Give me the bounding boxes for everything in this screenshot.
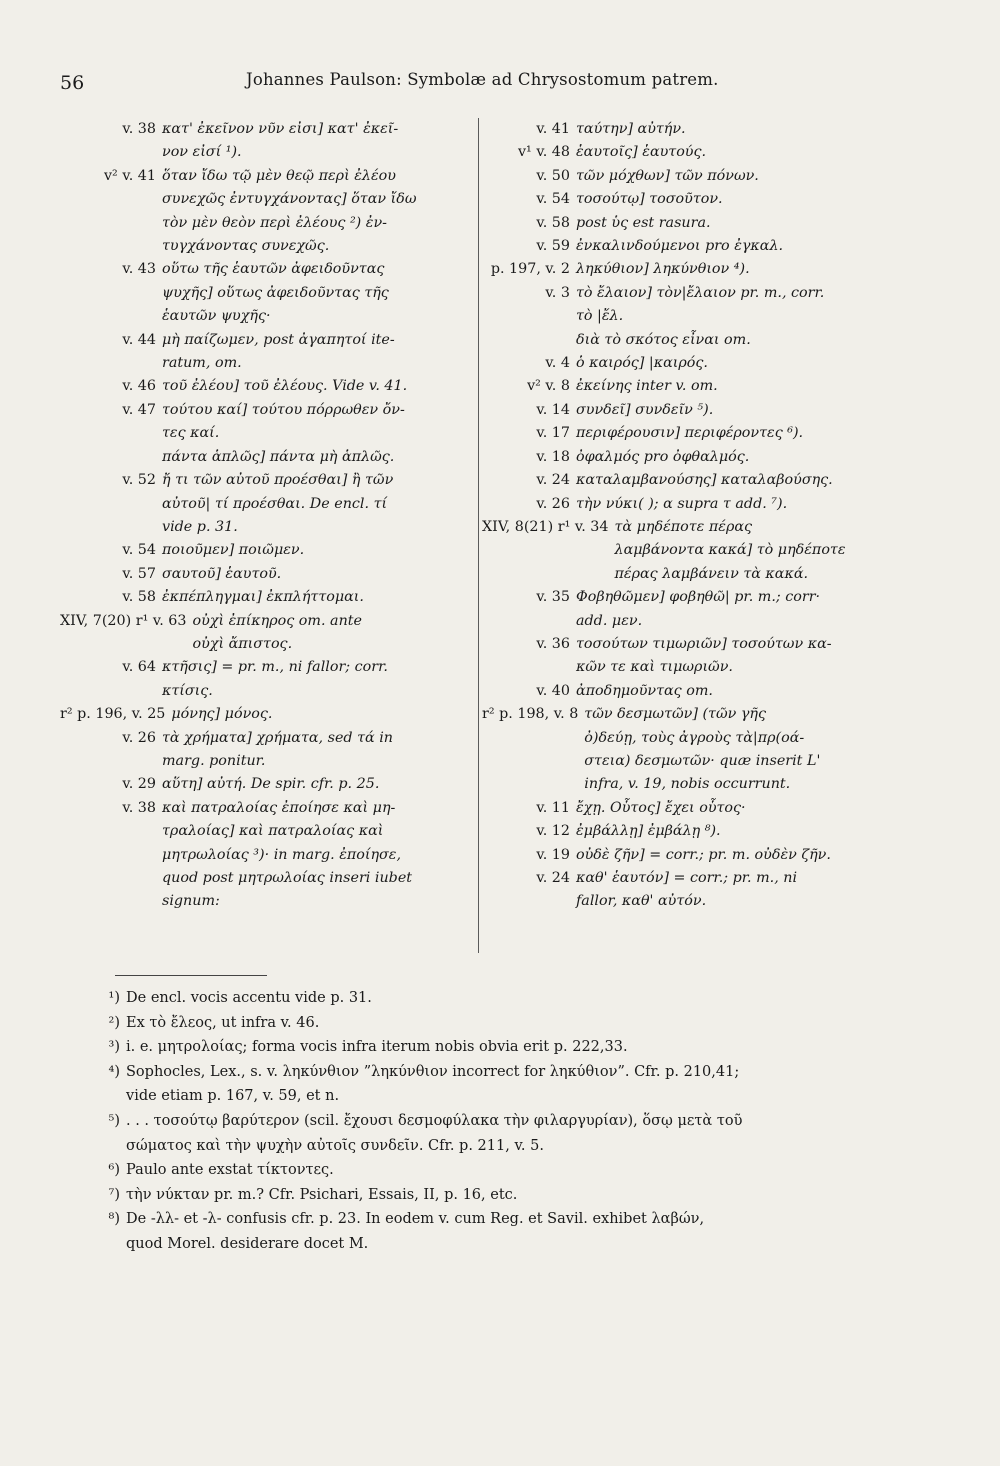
entry-text: post ὑς est rasura. xyxy=(576,214,711,231)
entry-text: ὁ καιρός] |καιρός. xyxy=(576,355,708,372)
apparatus-entry xyxy=(482,352,902,375)
footnote-text: τὴν νύκταν pr. m.? Cfr. Psichari, Essais, II, p. 16, etc. xyxy=(126,1186,518,1203)
footnote-text: Paulo ante exstat τίκτοντες. xyxy=(126,1162,334,1179)
entry-text: τοσούτῳ] τοσοῦτον. xyxy=(576,191,723,208)
footnote-text: Ex τὸ ἔλεος, ut infra v. 46. xyxy=(126,1014,320,1031)
footnotes xyxy=(60,986,940,1257)
entry-text: ἐκείνης inter v. om. xyxy=(576,378,718,395)
entry-ref: v. 43 xyxy=(122,261,156,278)
entry-ref: v. 57 xyxy=(122,565,156,582)
entry-text: ἤ τι τῶν αὐτοῦ προέσθαι] ἢ τῶν αὐτοῦ| τί προέσθαι. De encl. τί vide p. 31. xyxy=(162,472,394,535)
entry-text: τοῦ ἐλέου] τοῦ ἐλέους. Vide v. 41. xyxy=(162,378,408,395)
entry-ref: v. 54 xyxy=(122,542,156,559)
entry-text: ἔχῃ. Οὗτος] ἔχει οὗτος· xyxy=(576,799,746,816)
apparatus-entry xyxy=(482,375,902,398)
entry-ref: v² v. 8 xyxy=(527,378,570,395)
apparatus-entry xyxy=(60,165,478,259)
entry-text: αὕτη] αὐτή. De spir. cfr. p. 25. xyxy=(162,776,380,793)
entry-ref: v. 36 xyxy=(536,635,570,652)
apparatus-entry xyxy=(60,773,478,796)
entry-text: κτῆσις] = pr. m., ni fallor; corr. κτίσις. xyxy=(162,659,388,699)
apparatus-entry xyxy=(482,493,902,516)
entry-ref: v. 14 xyxy=(536,401,570,418)
footnote-mark: ⁵) xyxy=(108,1112,120,1129)
footnote-mark: ³) xyxy=(108,1039,120,1056)
entry-ref: v. 29 xyxy=(122,776,156,793)
apparatus-entry xyxy=(482,282,902,352)
apparatus-entry xyxy=(60,656,478,703)
entry-ref: p. 197, v. 2 xyxy=(490,261,570,278)
entry-ref: v. 59 xyxy=(536,238,570,255)
entry-text: οὐδὲ ζῆν] = corr.; pr. m. οὐδὲν ζῆν. xyxy=(576,846,831,863)
right-column xyxy=(482,118,902,914)
entry-ref: v. 64 xyxy=(122,659,156,676)
apparatus-entry xyxy=(60,610,478,657)
footnote-mark: ²) xyxy=(108,1014,120,1031)
running-title: Johannes Paulson: Symbolæ ad Chrysostomum patrem. xyxy=(246,70,719,89)
entry-ref: v. 40 xyxy=(536,682,570,699)
apparatus-entry xyxy=(482,867,902,914)
entry-text: τῶν μόχθων] τῶν πόνων. xyxy=(576,167,759,184)
apparatus-entry xyxy=(60,258,478,328)
entry-text: καταλαμβανούσης] καταλαβούσης. xyxy=(576,472,833,489)
entry-text: τοσούτων τιμωριῶν] τοσούτων κα- κῶν τε καὶ τιμωριῶν. xyxy=(576,635,832,676)
entry-text: κατ' ἐκεῖνον νῦν εἰσι] κατ' ἐκεῖ- νον εἰσί ¹). xyxy=(162,121,399,161)
entry-ref: v. 11 xyxy=(536,799,570,816)
apparatus-entry xyxy=(482,469,902,492)
footnote-mark: ⁷) xyxy=(108,1186,120,1203)
entry-text: ποιοῦμεν] ποιῶμεν. xyxy=(162,542,305,559)
entry-ref: XIV, 8(21) r¹ v. 34 xyxy=(482,518,609,535)
footnote xyxy=(60,1109,940,1158)
apparatus-entry xyxy=(60,329,478,376)
entry-ref: v. 12 xyxy=(536,823,570,840)
entry-text: ἐμβάλλῃ] ἐμβάλῃ ⁸). xyxy=(576,823,721,840)
page-number: 56 xyxy=(60,72,85,94)
entry-text: τῶν δεσμωτῶν] (τῶν γῆς ὀ)δεύῃ, τοὺς ἀγροὺς τὰ|πρ(οά- στεια) δεσμωτῶν· quæ inserit L' infra, v. 19, nobis occurrunt. xyxy=(584,706,821,793)
footnote xyxy=(60,1183,940,1208)
footnote xyxy=(60,986,940,1011)
apparatus-entry xyxy=(482,188,902,211)
apparatus-entry xyxy=(482,258,902,281)
apparatus-entry xyxy=(482,446,902,469)
apparatus-entry xyxy=(482,165,902,188)
apparatus-entry xyxy=(60,797,478,914)
entry-ref: v. 38 xyxy=(122,121,156,137)
entry-ref: v. 24 xyxy=(536,870,570,886)
apparatus-entry xyxy=(482,633,902,680)
apparatus-entry xyxy=(60,469,478,539)
footnote-text: . . . τοσούτῳ βαρύτερον (scil. ἔχουσι δεσμοφύλακα τὴν φιλαργυρίαν), ὅσῳ μετὰ τοῦ σώματος καὶ τὴν ψυχὴν αὐτοῖς συνδεῖν. Cfr. p. 211, v. 5. xyxy=(126,1112,743,1154)
apparatus-entry xyxy=(482,399,902,422)
entry-ref: v. 4 xyxy=(545,355,570,372)
apparatus-entry xyxy=(60,399,478,469)
entry-text: σαυτοῦ] ἑαυτοῦ. xyxy=(162,565,282,582)
entry-ref: v² v. 41 xyxy=(103,167,156,184)
entry-text: μὴ παίζωμεν, post ἀγαπητοί ite- ratum, om. xyxy=(162,331,395,372)
entry-ref: r² p. 198, v. 8 xyxy=(482,706,579,723)
entry-text: τὰ μηδέποτε πέρας λαμβάνοντα κακά] τὸ μηδέποτε πέρας λαμβάνειν τὰ κακά. xyxy=(614,518,846,582)
entry-ref: v. 24 xyxy=(536,472,570,489)
apparatus-entry xyxy=(482,141,902,164)
entry-text: καὶ πατραλοίας ἐποίησε καὶ μη- τραλοίας] καὶ πατραλοίας καὶ μητρωλοίας ³)· in marg. ἐποίησε, quod post μητρωλοίας inseri iubet signum: xyxy=(162,799,413,910)
entry-ref: v. 18 xyxy=(536,448,570,465)
footnote xyxy=(60,1207,940,1256)
entry-ref: v. 17 xyxy=(536,425,570,442)
entry-ref: v. 58 xyxy=(122,589,156,606)
entry-ref: v¹ v. 48 xyxy=(517,144,570,161)
entry-text: Φοβηθῶμεν] φοβηθῶ| pr. m.; corr· add. μεν. xyxy=(576,589,821,629)
footnote xyxy=(60,1035,940,1060)
entry-text: ἀποδημοῦντας om. xyxy=(576,682,713,699)
footnote-mark: ⁸) xyxy=(108,1211,120,1228)
apparatus-entry xyxy=(60,375,478,398)
footnote-rule xyxy=(115,975,267,976)
entry-text: ἑαυτοῖς] ἑαυτούς. xyxy=(576,144,707,161)
apparatus-entry xyxy=(482,235,902,258)
apparatus-entry xyxy=(60,539,478,562)
entry-ref: v. 35 xyxy=(536,589,570,606)
entry-ref: v. 54 xyxy=(536,191,570,208)
entry-text: περιφέρουσιν] περιφέροντες ⁶). xyxy=(576,425,804,442)
entry-ref: v. 26 xyxy=(536,495,570,512)
entry-ref: v. 58 xyxy=(536,214,570,231)
apparatus-entry xyxy=(482,212,902,235)
entry-ref: v. 46 xyxy=(122,378,156,395)
entry-text: οὕτω τῆς ἑαυτῶν ἀφειδοῦντας ψυχῆς] οὕτως ἀφειδοῦντας τῆς ἑαυτῶν ψυχῆς· xyxy=(162,261,389,325)
entry-ref: v. 44 xyxy=(122,331,156,348)
entry-ref: v. 41 xyxy=(536,121,570,137)
entry-text: καθ' ἑαυτόν] = corr.; pr. m., ni fallor, καθ' αὐτόν. xyxy=(576,870,798,910)
entry-text: τὴν νύκι( ); α supra τ add. ⁷). xyxy=(576,495,788,512)
entry-ref: v. 47 xyxy=(122,401,156,418)
column-divider xyxy=(478,118,479,953)
apparatus-entry xyxy=(482,680,902,703)
entry-text: ταύτην] αὐτήν. xyxy=(576,121,686,137)
apparatus-entry xyxy=(482,703,902,797)
apparatus-entry xyxy=(482,516,902,586)
apparatus-entry xyxy=(482,586,902,633)
entry-ref: v. 26 xyxy=(122,729,156,746)
footnote-mark: ¹) xyxy=(108,990,120,1006)
entry-text: ἐκπέπληγμαι] ἐκπλήττομαι. xyxy=(162,589,364,606)
left-column xyxy=(60,118,478,914)
entry-ref: r² p. 196, v. 25 xyxy=(60,706,166,723)
apparatus-entry xyxy=(482,820,902,843)
entry-text: τὸ ἔλαιον] τὸν|ἔλαιον pr. m., corr. τὸ |ἔλ. διὰ τὸ σκότος εἶναι om. xyxy=(576,284,825,348)
entry-text: ὅταν ἴδω τῷ μὲν θεῷ περὶ ἐλέου συνεχῶς ἐντυγχάνοντας] ὅταν ἴδω τὸν μὲν θεὸν περὶ ἐλέους ²) ἐν- τυγχάνοντας συνεχῶς. xyxy=(162,167,417,255)
footnote-text: i. e. μητρολοίας; forma vocis infra iterum nobis obvia erit p. 222,33. xyxy=(126,1039,628,1056)
entry-ref: v. 3 xyxy=(545,284,570,301)
entry-text: τὰ χρήματα] χρήματα, sed τά in marg. ponitur. xyxy=(162,729,393,769)
footnote-text: De encl. vocis accentu vide p. 31. xyxy=(126,990,372,1006)
apparatus-entry xyxy=(60,563,478,586)
entry-ref: XIV, 7(20) r¹ v. 63 xyxy=(60,612,187,629)
apparatus-entry xyxy=(60,586,478,609)
entry-text: ὀφαλμός pro ὀφθαλμός. xyxy=(576,448,750,465)
apparatus-entry xyxy=(60,703,478,726)
footnote-text: De -λλ- et -λ- confusis cfr. p. 23. In eodem v. cum Reg. et Savil. exhibet λαβών, quod Morel. desiderare docet M. xyxy=(126,1211,705,1252)
entry-text: ληκύθιον] ληκύνθιον ⁴). xyxy=(576,261,750,278)
apparatus-entry xyxy=(482,118,902,141)
footnote xyxy=(60,1158,940,1183)
footnote-mark: ⁴) xyxy=(108,1063,120,1080)
footnote xyxy=(60,1011,940,1036)
entry-text: ἐνκαλινδούμενοι pro ἐγκαλ. xyxy=(576,238,784,255)
entry-ref: v. 19 xyxy=(536,846,570,863)
entry-ref: v. 38 xyxy=(122,799,156,816)
entry-ref: v. 50 xyxy=(536,167,570,184)
footnote-mark: ⁶) xyxy=(108,1162,120,1179)
apparatus-entry xyxy=(482,844,902,867)
entry-text: μόνης] μόνος. xyxy=(171,706,273,723)
footnote-text: Sophocles, Lex., s. v. ληκύνθιον ”ληκύνθιον incorrect for ληκύθιον”. Cfr. p. 210,41; vide etiam p. 167, v. 59, et n. xyxy=(126,1063,740,1105)
apparatus-entry xyxy=(482,422,902,445)
entry-ref: v. 52 xyxy=(122,472,156,489)
apparatus-entry xyxy=(60,118,478,165)
apparatus-entry xyxy=(60,727,478,774)
entry-text: τούτου καί] τούτου πόρρωθεν ὄν- τες καί. πάντα ἁπλῶς] πάντα μὴ ἁπλῶς. xyxy=(162,401,405,465)
entry-text: οὐχὶ ἐπίκηρος om. ante οὐχὶ ἄπιστος. xyxy=(192,612,362,652)
entry-text: συνδεῖ] συνδεῖν ⁵). xyxy=(576,401,714,418)
footnote xyxy=(60,1060,940,1109)
apparatus-entry xyxy=(482,797,902,820)
